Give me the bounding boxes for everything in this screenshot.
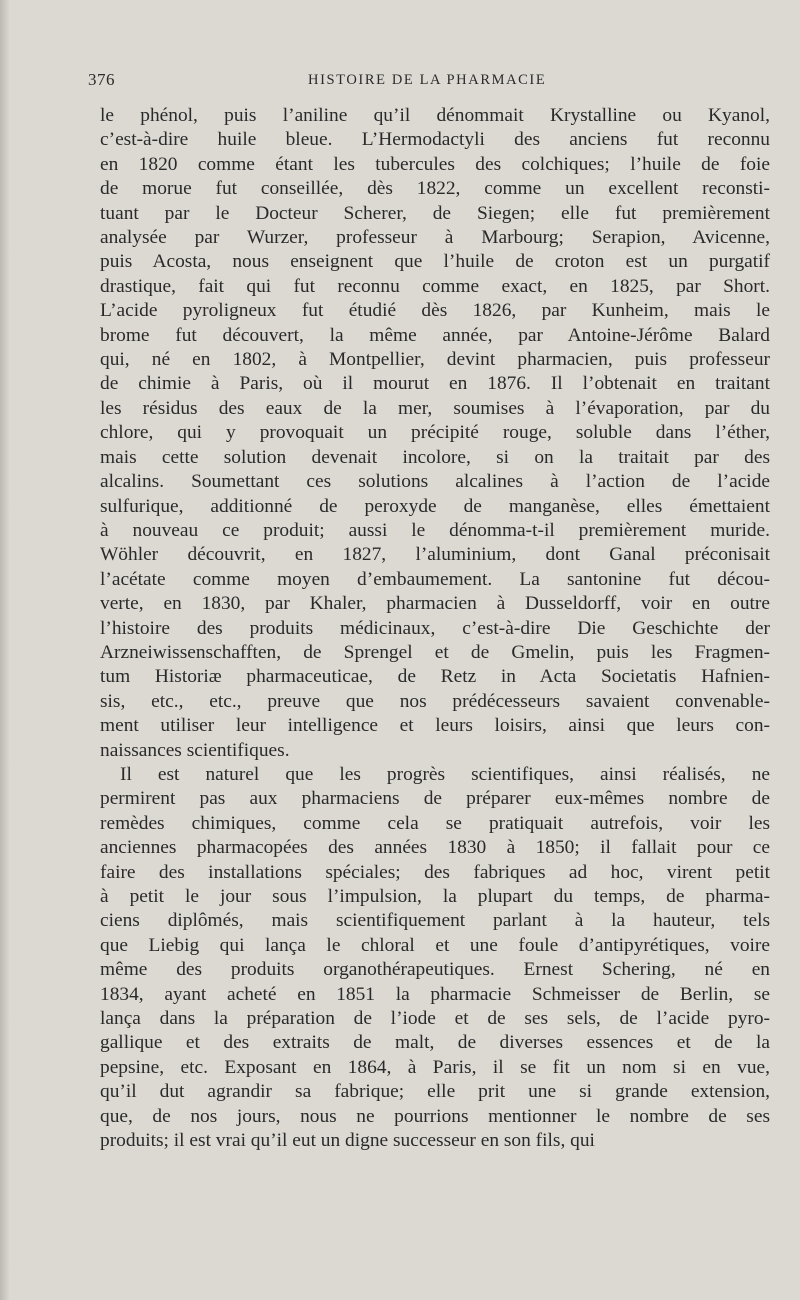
text-line: permirent pas aux pharmaciens de préparer eux-mêmes nombre de xyxy=(100,788,770,810)
text-line: puis Acosta, nous enseignent que l’huile de croton est un purgatif xyxy=(100,251,770,273)
text-line: Il est naturel que les progrès scientifiques, ainsi réalisés, ne xyxy=(120,763,770,785)
text-line: de morue fut conseillée, dès 1822, comme un excellent reconsti- xyxy=(100,178,770,200)
text-line: à nouveau ce produit; aussi le dénomma-t-il premièrement muride. xyxy=(100,519,770,541)
text-line: faire des installations spéciales; des fabriques ad hoc, virent petit xyxy=(100,861,770,883)
text-line: à petit le jour sous l’impulsion, la plupart du temps, de pharma- xyxy=(100,886,770,907)
running-title: HISTOIRE DE LA PHARMACIE xyxy=(308,72,547,88)
text-line: l’histoire des produits médicinaux, c’est-à-dire Die Geschichte der xyxy=(100,617,770,639)
paragraph-1 xyxy=(100,104,770,763)
text-line: drastique, fait qui fut reconnu comme exact, en 1825, par Short. xyxy=(100,275,770,297)
text-line: remèdes chimiques, comme cela se pratiquait autrefois, voir les xyxy=(100,812,770,834)
text-line: naissances scientifiques. xyxy=(100,739,290,761)
text-line: L’acide pyroligneux fut étudié dès 1826, par Kunheim, mais le xyxy=(100,300,770,322)
text-line: ment utiliser leur intelligence et leurs loisirs, ainsi que leurs con- xyxy=(100,715,770,737)
text-line: l’acétate comme moyen d’embaumement. La santonine fut décou- xyxy=(100,568,770,590)
text-line: sulfurique, additionné de peroxyde de manganèse, elles émettaient xyxy=(100,495,770,517)
text-line: le phénol, puis l’aniline qu’il dénommait Krystalline ou Kyanol, xyxy=(100,105,770,126)
text-line: analysée par Wurzer, professeur à Marbourg; Serapion, Avicenne, xyxy=(100,227,770,249)
text-line: alcalins. Soumettant ces solutions alcalines à l’action de l’acide xyxy=(100,471,770,493)
text-line: produits; il est vrai qu’il eut un digne successeur en son fils, qui xyxy=(100,1130,595,1152)
text-line: lança dans la préparation de l’iode et de ses sels, de l’acide pyro- xyxy=(100,1008,770,1030)
text-line: les résidus des eaux de la mer, soumises à l’évaporation, par du xyxy=(100,397,770,419)
text-line: même des produits organothérapeutiques. Ernest Schering, né en xyxy=(100,959,770,981)
page-header xyxy=(0,62,800,92)
text-line: gallique et des extraits de malt, de diverses essences et de la xyxy=(100,1032,770,1054)
text-line: c’est-à-dire huile bleue. L’Hermodactyli des anciens fut reconnu xyxy=(100,129,770,151)
text-line: verte, en 1830, par Khaler, pharmacien à Dusseldorff, voir en outre xyxy=(100,593,770,615)
text-line: anciennes pharmacopées des années 1830 à 1850; il fallait pour ce xyxy=(100,837,770,859)
text-line: tum Historiæ pharmaceuticae, de Retz in Acta Societatis Hafnien- xyxy=(100,666,770,688)
text-line: mais cette solution devenait incolore, si on la traitait par des xyxy=(100,446,770,468)
text-line: de chimie à Paris, où il mourut en 1876. Il l’obtenait en traitant xyxy=(100,373,770,395)
page-binding-shadow xyxy=(0,0,10,1300)
paragraph-2 xyxy=(100,763,770,1154)
text-line: pepsine, etc. Exposant en 1864, à Paris, il se fit un nom si en vue, xyxy=(100,1056,770,1078)
text-line: chlore, qui y provoquait un précipité rouge, soluble dans l’éther, xyxy=(100,422,770,444)
text-line: sis, etc., etc., preuve que nos prédécesseurs savaient convenable- xyxy=(100,690,770,712)
body-text xyxy=(100,104,770,1153)
text-line: que Liebig qui lança le chloral et une foule d’antipyrétiques, voire xyxy=(100,934,770,956)
text-line: Wöhler découvrit, en 1827, l’aluminium, dont Ganal préconisait xyxy=(100,544,770,566)
text-line: que, de nos jours, nous ne pourrions mentionner le nombre de ses xyxy=(100,1105,770,1127)
text-line: ciens diplômés, mais scientifiquement parlant à la hauteur, tels xyxy=(100,910,770,932)
text-line: brome fut découvert, la même année, par Antoine-Jérôme Balard xyxy=(100,324,770,346)
text-line: qui, né en 1802, à Montpellier, devint pharmacien, puis professeur xyxy=(100,349,770,371)
text-line: Arzneiwissenschafften, de Sprengel et de Gmelin, puis les Fragmen- xyxy=(100,641,770,663)
text-line: qu’il dut agrandir sa fabrique; elle prit une si grande extension, xyxy=(100,1081,770,1103)
text-line: en 1820 comme étant les tubercules des colchiques; l’huile de foie xyxy=(100,153,770,175)
text-line: tuant par le Docteur Scherer, de Siegen; elle fut premièrement xyxy=(100,202,770,224)
text-line: 1834, ayant acheté en 1851 la pharmacie Schmeisser de Berlin, se xyxy=(100,983,770,1005)
page-number: 376 xyxy=(88,70,115,89)
